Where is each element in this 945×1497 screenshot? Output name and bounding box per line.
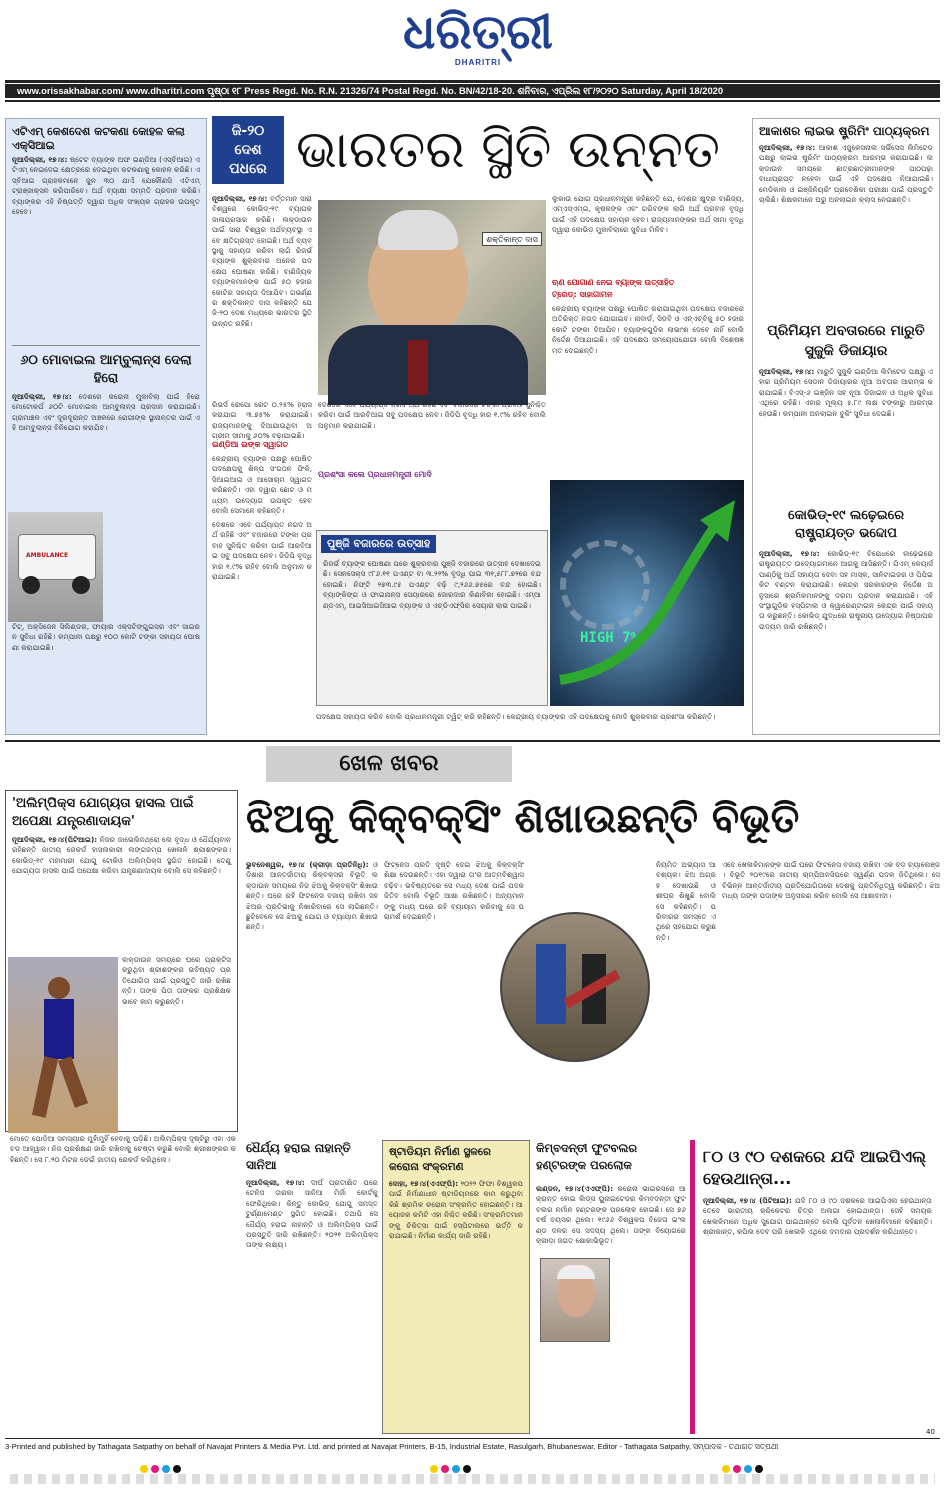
stock-market-box — [316, 530, 548, 706]
right-story1-body: ନୂଆଦିଲ୍ଲୀ, ୧୭।୪: ଆକାଶ ଏଜୁକେସନାଲ ସର୍ଭିସେସ ଲିମିଟେଡ ପକ୍ଷରୁ ଲାଇଭ ଷ୍ଟ୍ରିମିଂ ପାଠ୍ୟକ୍ରମ ଆରମ୍ଭ କରାଯାଇଛି। ଲକ୍‌ଡାଉନ ସମୟରେ ଛାତ୍ରଛାତ୍ରୀମାନଙ୍କ ପାଠପଢ଼ା ବାଧାପ୍ରାପ୍ତ ନହେବା ପାଇଁ ଏହି ପଦକ୍ଷେପ ନିଆଯାଇଛି। ମେଡିକାଲ ଓ ଇଞ୍ଜିନିୟରିଂ ପ୍ରବେଶିକା ପରୀକ୍ଷା ପାଇଁ ପ୍ରସ୍ତୁତି ଚାଲିଛି। ଶିକ୍ଷକମାନେ ଘରୁ ଅନଲାଇନ କ୍ଲାସ ନେଉଛନ୍ତି। — [759, 143, 933, 205]
lead-body-col1: ନୂଆଦିଲ୍ଲୀ, ୧୭।୪: ବର୍ତ୍ତମାନ ସାରା ବିଶ୍ୱରେ କୋଭିଡ୍-୧୯ ବ୍ୟାପକ ଜାଳାପ୍ରସାର କରିଛି। ଲକ୍‌ଡାଉନ ପାଇଁ ସାରା ବିଶ୍ୱର ଅର୍ଥବ୍ୟବସ୍ଥା ଏବେ କ୍ଷତିଗ୍ରସ୍ତ ହୋଇଛି। ଅର୍ଥ ବ୍ୟବସ୍ଥାକୁ ସହାୟତା କରିବା ଲାଗି ରିଜର୍ଭ ବ୍ୟାଙ୍କ ଶୁକ୍ରବାର ଅନେକ ପଦକ୍ଷେପ ଘୋଷଣା କରିଛି। ବାଣିଜ୍ୟିକ ବ୍ୟାଙ୍କମାନଙ୍କ ପାଇଁ ୫୦ ହଜାର କୋଟିର ସହାୟତା ଦିଆଯିବ। ଗଭର୍ଣ୍ଣର ଶକ୍ତିକାନ୍ତ ଦାସ କହିଛନ୍ତି ଯେ ଜି-୨୦ ଦେଶ ମଧ୍ୟରେ ଭାରତର ସ୍ଥିତି ଉନ୍ନତ ରହିଛି। — [212, 194, 312, 328]
stock-chart-photo: HIGH 7% — [550, 480, 744, 706]
page-number: 40 — [926, 1428, 935, 1436]
ipl-headline: ୮୦ ଓ ୯୦ ଦଶକରେ ଯଦି ଆଇପିଏଲ୍ ହେଉଥାନ୍ତା... — [703, 1147, 927, 1188]
stadium-story — [382, 1140, 530, 1434]
stock-box-body: ରିଜର୍ଭ ବ୍ୟାଙ୍କ ଘୋଷଣା ପରେ ଶୁକ୍ରବାର ପୁଞ୍ଜି ବଜାରରେ ଉତ୍ସାହ ଦେଖାଦେଇଛି। ସେନସେକ୍ସ ୯୮୬.୧୧ ପଏଣ୍ଟ ବା ୩.୨୨% ବୃଦ୍ଧି ପାଇ ୩୧,୫୮୮.୭୨ରେ ବନ୍ଦ ହୋଇଛି। ନିଫ୍ଟି ୨୭୩.୯୫ ପଏଣ୍ଟ ବଢ଼ି ୯,୨୬୬.୭୫ରେ ବନ୍ଦ ହୋଇଛି। ବ୍ୟାଙ୍କିଙ୍ଗ ଓ ଫାଇନାନ୍ସ ସେୟାରରେ ଜୋରଦାର କିଣାବିକା ହୋଇଛି। ଏମ୍‌ଆଣ୍ଡଏମ୍, ଆଇସିଆଇସିଆଇ ବ୍ୟାଙ୍କ ଓ ଏଚ୍‌ଡିଏଫ୍‌ସିର ସେୟାର ଲାଭ ପାଇଛି। — [323, 559, 541, 610]
logo-odia: ଧରିତ୍ରୀ — [403, 4, 553, 60]
left-story1-body: ନୂଆଦିଲ୍ଲୀ, ୧୭।୪: ଷ୍ଟେଟ ବ୍ୟାଙ୍କ ଅଫ ଇଣ୍ଡିଆ (ଏସ୍‌ବିଆଇ) ଏଟିଏମ୍ ନେଇଦେଇ କ୍ଷେତ୍ରରେ ଦେଇଥିବା କଟକଣାକୁ କୋହଳ କରିଛି। ଏସ୍‌ବିଆଇ ଗ୍ରାହକମାନେ ଜୁନ ୩୦ ଯାଏଁ ଯେକୌଣସି ଏଟିଏମ୍ ଟ୍ରାଞ୍ଜାକ୍ସନ କରିପାରିବେ। ଅର୍ଥ ବ୍ୟାକ୍ଷୀ ସମ୍ମତି ପ୍ରଦାନ କରିଛି। ବ୍ୟାଙ୍କର ଏହି ନିଷ୍ପତ୍ତି ଦ୍ୱାରା ଅଧିକ ସଂଖ୍ୟକ ଗ୍ରାହକ ଉପକୃତ ହେବେ। — [12, 155, 200, 217]
print-registration-marks-center — [430, 1458, 530, 1470]
right-business-panel — [752, 118, 940, 735]
sania-headline: ଧୈର୍ଯ୍ୟ ହରାଇ ନାହାନ୍ତି ସାନିଆ — [246, 1141, 351, 1172]
kickboxing-col4: ଏବେ ଖେଳାଳିମାନଙ୍କ ପାଇଁ ଘରେ ଫିଟନେସ ବଜାୟ ରଖିବା ଏକ ବଡ଼ ଚ୍ୟାଲେଞ୍ଜ। ବିଭୂତି ୨୦୧୯ରେ ଜାତୀୟ ଚାମ୍ପିଅନସିପରେ ସ୍ୱର୍ଣ୍ଣ ପଦକ ଜିତିଥିଲେ। ସେ ବିଭିନ୍ନ ଆନ୍ତର୍ଜାତୀୟ ପ୍ରତିଯୋଗିତାରେ ଦେଶକୁ ପ୍ରତିନିଧିତ୍ୱ କରିଛନ୍ତି। ଝିଅ ମଧ୍ୟ ତାଙ୍କ ପଦାଙ୍କ ଅନୁସରଣ କରିବ ବୋଲି ସେ ଆଶାବାଦୀ। — [722, 860, 940, 901]
olympics-body3: ମୋତେ ପୋଡ଼ିଆ ସମସ୍ୟାର ମୁହାଁମୁହିଁ ହେବାକୁ ପଡ଼ିଛି। ଅଲିମ୍ପିକ୍ସ ଦୃଷ୍ଟିରୁ ଏହା ଏକ ବଡ଼ ଆହ୍ୱାନ। ନିଜ ପ୍ରଶିକ୍ଷଣ ଜାରି ରଖିବାକୁ ଚେଷ୍ଟା କରୁଛି ବୋଲି ଶ୍ରୀଶଙ୍କର କହିଛନ୍ତି। ସେ ୮.୨୦ ମିଟର ଡେଇଁ ଜାତୀୟ ରେକର୍ଡ କରିଥିଲେ। — [10, 1134, 236, 1164]
ipl-body: ନୂଆଦିଲ୍ଲୀ, ୧୭।୪ (ପିଟିଆଇ): ଯଦି ୮୦ ଓ ୯୦ ଦଶକରେ ଆଇପିଏଲ ହେଉଥାନ୍ତା ତେବେ ଭାରତୀୟ କ୍ରିକେଟର ଚିତ୍ର ଅଲଗା ହୋଇଥାନ୍ତା। ସେହି ସମୟର ଖେଳାଳିମାନେ ଅଧିକ ସୁଯୋଗ ପାଇଥାନ୍ତେ ବୋଲି ପୂର୍ବତନ ଖେଳାଳିମାନେ କହିଛନ୍ତି। ଶ୍ରୀକାନ୍ତ, କପିଲ ଦେବ ପରି ଖେଳାଳି ଏଥିରେ ଦମଦାର ପ୍ରଦର୍ଶନ କରିଥାନ୍ତେ। — [703, 1196, 932, 1237]
lead-body-col3: ଲୁକାଉ ଯୋଗ ପ୍ରଧାନମନ୍ତ୍ରୀ କହିଛନ୍ତି ଯେ, ଦେଶର କ୍ଷୁଦ୍ର ବାଣିଜ୍ୟ, ଏମ୍‌ଏସ୍‌ଏମ୍‌ଇ, କୃଷକଙ୍କ ଏବଂ ଗରିବଙ୍କ ଲାଗି ଅର୍ଥ ପ୍ରବାହ ବୃଦ୍ଧି ପାଇଁ ଏହି ପଦକ୍ଷେପ ସହାୟକ ହେବ। ରାଜ୍ୟମାନଙ୍କର ଅର୍ଥ ସୀମା ବୃଦ୍ଧି ଦ୍ୱାରା କୋଭିଡ଼ ମୁକାବିଲାରେ ସୁବିଧା ମିଳିବ। — [552, 194, 744, 235]
jumper-photo — [8, 957, 118, 1133]
stadium-body: ଦୋହା, ୧୭।୪(ଏଏଫ୍‌ପି): ୨୦୨୨ ଫିଫା ବିଶ୍ୱକପ ପାଇଁ ନିର୍ମାଣାଧୀନ ଷ୍ଟାଡିୟମରେ କାମ କରୁଥିବା କିଛି ଶ୍ରମିକ କରୋନା ସଂକ୍ରମିତ ହୋଇଛନ୍ତି। ଆୟୋଜକ କମିଟି ଏହା ନିଶ୍ଚିତ କରିଛି। ସଂକ୍ରମିତମାନଙ୍କୁ ଚିକିତ୍ସା ପାଇଁ ହସ୍ପିଟାଲରେ ଭର୍ତ୍ତି କରାଯାଇଛି। ନିର୍ମାଣ କାର୍ଯ୍ୟ ଜାରି ରହିଛି। — [389, 1179, 523, 1241]
section-divider — [5, 740, 940, 742]
olympics-body2: ଲକ୍‌ଡାଉନ ସମୟରେ ଘରେ ପ୍ରାକ୍ଟିସ କରୁଥିବା ଶ୍ରୀଶଙ୍କର ଭବିଷ୍ୟତ ପ୍ରତିଯୋଗିତା ପାଇଁ ପ୍ରସ୍ତୁତି ଜାରି ରଖିଛନ୍ତି। ତାଙ୍କ ପିତା ତାଙ୍କର ପ୍ରଶିକ୍ଷକ ଭାବେ କାମ କରୁଛନ୍ତି। — [122, 955, 231, 1006]
lead-tag: ଜି-୨୦ ଦେଶ ପଧରେ — [212, 116, 284, 184]
lead-subhead-modi: ପ୍ରଶଂସା କଲେ ପ୍ରଧାନମନ୍ତ୍ରୀ ମୋଦି — [318, 470, 432, 479]
masthead-rule-top — [5, 80, 940, 83]
lead-col1-bottom: ଦେଶରେ ଏବେ ପର୍ଯ୍ୟାପ୍ତ ନଗଦ ଅର୍ଥ ରହିଛି ଏବଂ ବଜାରରେ ଟଙ୍କା ପ୍ରବାହ ସୁନିଶ୍ଚିତ କରିବା ପାଇଁ ଆରବିଆଇ ସବୁ ପଦକ୍ଷେପ ନେବ। ଜିଡିପି ବୃଦ୍ଧି ହାର ୧.୯% ରହିବ ବୋଲି ଅନୁମାନ କରାଯାଇଛି। — [212, 520, 312, 582]
governor-photo — [318, 200, 546, 395]
lead-bottom-line: ପଦକ୍ଷେପ ସହାୟତା କରିବ ବୋଲି ପ୍ରଧାନମନ୍ତ୍ରୀ ଟ୍ୱିଟ୍ କରି କହିଛନ୍ତି। କେନ୍ଦ୍ରୀୟ ବ୍ୟାଙ୍କର ଏହି ପଦକ୍ଷେପକୁ ମୋଦି ଶୁକ୍ରବାର ପ୍ରଶଂସା କରିଛନ୍ତି। — [316, 712, 716, 721]
sania-body: ନୂଆଦିଲ୍ଲୀ, ୧୭।୪: ଦୀର୍ଘ ପ୍ରତୀକ୍ଷିତ ପରେ ଟେନିସ ତାରକା ସାନିଆ ମିର୍ଜା କୋର୍ଟକୁ ଫେରିଥିଲେ। କିନ୍ତୁ କୋଭିଡ୍ ଯୋଗୁ ସମସ୍ତ ଟୁର୍ଣ୍ଣାମେଣ୍ଟ ସ୍ଥଗିତ ହୋଇଛି। ତଥାପି ସେ ଧୈର୍ଯ୍ୟ ହରାଇ ନାହାନ୍ତି ଓ ଅଲିମ୍ପିକ୍ସ ପାଇଁ ପ୍ରସ୍ତୁତି ଜାରି ରଖିଛନ୍ତି। ୨୦୨୧ ଅଲିମ୍ପିକ୍ସ ତାଙ୍କ ଲକ୍ଷ୍ୟ। — [246, 1178, 378, 1250]
stadium-headline: ଷ୍ଟାଡିୟମ ନିର୍ମାଣ ସ୍ଥଳରେ କରୋନା ସଂକ୍ରମଣ — [389, 1146, 491, 1173]
left-story1-headline: ଏଟିଏମ୍ କେଶଦେଶ କଟକଣା କୋହଳ କଲା ଏକ୍ସିଆଇ — [12, 125, 185, 152]
ambulance-photo: AMBULANCE — [8, 512, 103, 622]
photo-caption: ଶକ୍ତିକାନ୍ତ ଦାସ — [482, 232, 542, 246]
divider — [12, 345, 200, 346]
sports-left-panel — [5, 790, 238, 1132]
legend-body: ଲଣ୍ଡନ, ୧୭।୪(ଏଏଫ୍‌ପି): କରୋନା ଭାଇରସରେ ଆକ୍ରାନ୍ତ ହୋଇ ଲିଡ୍ସ ୟୁନାଇଟେଡର କିମ୍ବଦନ୍ତୀ ଫୁଟବଲର ନର୍ମାନ ହଣ୍ଟରଙ୍କ ପରଲୋକ ହୋଇଛି। ସେ ୭୬ ବର୍ଷ ବୟସର ଥିଲେ। ୧୯୬୬ ବିଶ୍ୱକପ ବିଜେତା ଇଂଲଣ୍ଡ ଦଳର ସେ ସଦସ୍ୟ ଥିଲେ। ତାଙ୍କ ବିୟୋଗରେ କ୍ରୀଡ଼ା ଜଗତ ଶୋକାଭିଭୂତ। — [536, 1184, 686, 1246]
lead-headline: ଭାରତର ସ୍ଥିତି ଉନ୍ନତ — [296, 120, 720, 180]
left-business-panel — [5, 118, 207, 735]
lead-body-col2: ଦେଶରେ ଏବେ ପର୍ଯ୍ୟାପ୍ତ ନଗଦ ଅର୍ଥ ରହିଛି ଏବଂ ବଜାରରେ ଟଙ୍କା ପ୍ରବାହ ସୁନିଶ୍ଚିତ କରିବା ପାଇଁ ଆରବିଆଇ ସବୁ ପଦକ୍ଷେପ ନେବ। ଜିଡିପି ବୃଦ୍ଧି ହାର ୧.୯% ରହିବ ବୋଲି ଅନୁମାନ କରାଯାଇଛି। — [318, 400, 546, 430]
kickboxing-headline: ଝିଅକୁ କିକ୍‌ବକ୍ସିଂ ଶିଖାଉଛନ୍ତି ବିଭୂତି — [246, 796, 800, 842]
left-story1-dateline: ନୂଆଦିଲ୍ଲୀ, ୧୭।୪: — [12, 155, 68, 164]
sports-banner: ଖେଳ ଖବର — [266, 746, 512, 782]
stock-box-headline: ପୁଞ୍ଜି ବଜାରରେ ଉତ୍ସାହ — [321, 535, 436, 553]
olympics-headline: 'ଅଲିମ୍ପିକ୍ସ ଯୋଗ୍ୟତା ହାସଲ ପାଇଁ ଅପେକ୍ଷା ଯନ୍ତ୍ରଣାଦାୟକ' — [12, 796, 194, 829]
footer-imprint: 3-Printed and published by Tathagata Satpathy on behalf of Navajat Printers & Media Pvt. Ltd. and printed at Navajat Printers, B-15, Industrial Estate, Rasulgarh, Bhubaneswar, Editor - Tathagata Satpathy, ସମ୍ପାଦକ - ତଥାଗତ ସତ୍ପଥୀ — [5, 1442, 779, 1451]
dateline-bar — [5, 84, 940, 98]
kickboxing-col2: ଫିଟ୍‌ନେସ ପ୍ରତି ଦୃଷ୍ଟି ଦେଇ ଝିଅକୁ କିକ୍‌ବକ୍ସିଂ ଶିକ୍ଷା ଦେଉଛନ୍ତି। ଏହା ଦ୍ୱାରା ତା'ର ଆତ୍ମବିଶ୍ୱାସ ବଢ଼ିବ। ଭବିଷ୍ୟତରେ ସେ ମଧ୍ୟ ଦେଶ ପାଇଁ ପଦକ ଜିତିବ ବୋଲି ବିଭୂତି ଆଶା ରଖିଛନ୍ତି। ଅନ୍ୟମାନଙ୍କୁ ମଧ୍ୟ ଘରେ ରହି ବ୍ୟାୟାମ କରିବାକୁ ସେ ପରାମର୍ଶ ଦେଇଛନ୍ତି। — [384, 860, 524, 922]
olympics-body: ନୂଆଦିଲ୍ଲୀ, ୧୭।୪(ପିଟିଆଇ): ନିଜର ଜାଭେଲିନଥ୍ରୋ ଲେ ବୃଦ୍ଧ ଓ ଧୈର୍ଯ୍ୟବାନ ରହିଛନ୍ତି ଜାତୀୟ ରେକର୍ଡ ହାସଲକାରୀ ଲଙ୍ଗଜମ୍ପ ଖେଳାଳି ଶ୍ରୀଶଙ୍କର। କୋଭିଡ୍-୧୯ ମହାମାରୀ ଯୋଗୁ ଟୋକିଓ ଅଲିମ୍ପିକ୍ସ ସ୍ଥଗିତ ହୋଇଛି। ତେଣୁ ଯୋଗ୍ୟତା ହାସଲ ପାଇଁ ଅପେକ୍ଷା କରିବା ଯନ୍ତ୍ରଣାଦାୟକ ବୋଲି ସେ କହିଛନ୍ତି। — [12, 835, 231, 876]
kickboxing-col3: ନିୟମିତ ଅଭ୍ୟାସ ଆବଶ୍ୟକ। ଝିଅ ଅଗ୍ରହ ଦେଖାଉଛି ଓ ଶୀଘ୍ର ଶିଖୁଛି ବୋଲି ସେ କହିଛନ୍ତି। ପରିବାରର ସମସ୍ତେ ଏଥିରେ ସହଯୋଗ କରୁଛନ୍ତି। — [656, 860, 716, 942]
lead-body-col3b: କେନ୍ଦ୍ରୀୟ ବ୍ୟାଙ୍କ ପକ୍ଷରୁ ଘୋଷିତ କରାଯାଇଥିବା ପଦକ୍ଷେପ ବଜାରରେ ଅତିରିକ୍ତ ନଗଦ ଯୋଗାଇବ। ନାବାର୍ଡ, ସିଡବି ଓ ଏନ୍‌ଏଚ୍‌ବିକୁ ୫୦ ହଜାର କୋଟି ଟଙ୍କା ଦିଆଯିବ। ବ୍ୟାଙ୍କଗୁଡ଼ିକ ଲାଭାଂଶ ଦେବେ ନାହିଁ ବୋଲି ନିର୍ଦ୍ଦେଶ ଦିଆଯାଇଛି। ଏହି ପଦକ୍ଷେପ ସମୟୋପଯୋଗୀ ବୋଲି ବିଶେଷଜ୍ଞ ମତ ଦେଇଛନ୍ତି। — [552, 304, 744, 355]
right-story3-headline: କୋଭିଡ୍-୧୯ ଲଢ଼େଇରେ ରାଷ୍ଟ୍ରାୟତ୍ତ ଭଦ୍ଦୋପ — [787, 508, 905, 541]
lead-subhead-india-inc: ଇଣ୍ଡିଆ ଇଙ୍କ ସ୍ୱାଗତ — [212, 440, 289, 449]
print-gray-scale-strip — [10, 1474, 935, 1484]
lead-subhead-loan: ଋଣ ଯୋଗାଣ ନେଇ ବ୍ୟାଙ୍କ ଉତ୍ସାହିତ — [552, 278, 675, 287]
footer-rule — [5, 1438, 940, 1439]
right-story2-headline: ପ୍ରିମିୟମ ଅବତାରରେ ମାରୁତି ସୁଜୁକି ଡିଜାୟାର — [767, 323, 925, 359]
logo-latin: DHARITRI — [454, 58, 502, 67]
right-story3-body: ନୂଆଦିଲ୍ଲୀ, ୧୭।୪: କୋଭିଡ୍-୧୯ ବିରୋଧରେ ଲଢ଼େଇରେ ରାଷ୍ଟ୍ରାୟତ୍ତ ଉଦ୍ୟୋଗମାନେ ଆଗକୁ ଆସିଛନ୍ତି। ପିଏମ୍ କେୟାର୍ସ ପାଣ୍ଠିକୁ ଅର୍ଥ ସହାୟତା ଦେବା ସହ ମାସ୍କ, ସାନିଟାଇଜର ଓ ପିପିଇ କିଟ ବଣ୍ଟନ କରାଯାଉଛି। କେନ୍ଦ୍ର ସରକାରଙ୍କ ନିର୍ଦ୍ଦେଶ ଅନୁସାରେ ଶ୍ରମିକମାନଙ୍କୁ ଦରମା ପ୍ରଦାନ କରାଯାଉଛି। ଏହି ସଂସ୍ଥାଗୁଡ଼ିକ ହସ୍ପିଟାଲ ଓ କ୍ୱାରେଣ୍ଟାଇନ କେନ୍ଦ୍ର ପାଇଁ ସହାୟତା କରୁଛନ୍ତି। କୋଭିଡ୍ ଯୁଦ୍ଧରେ ରାଷ୍ଟ୍ରୀୟ ଉଦ୍ୟୋଗ ନିଷ୍ଠାପର ଉଦ୍ୟମ ଜାରି ରଖିଛନ୍ତି। — [759, 549, 933, 631]
right-story2-body: ନୂଆଦିଲ୍ଲୀ, ୧୭।୪: ମାରୁତି ସୁଜୁକି ଇଣ୍ଡିଆ ଲିମିଟେଡ ପକ୍ଷରୁ ଏହାର ପ୍ରିମିୟମ ସେଡାନ ଡିଜାୟାରର ନୂଆ ଅବତାର ଆରମ୍ଭ କରାଯାଇଛି। ବିଏସ୍-୬ ଇଞ୍ଜିନ ସହ ନୂଆ ଡିଜାଇନ ଓ ଅଧିକ ସୁବିଧା ଏଥିରେ ରହିଛି। ଏହାର ମୂଲ୍ୟ ୫.୮୯ ଲକ୍ଷ ଟଙ୍କାରୁ ଆରମ୍ଭ ହେଉଛି। କମ୍ପାନୀ ଅନଲାଇନ ବୁକିଂ ସୁବିଧା ଦେଇଛି। — [759, 367, 933, 418]
print-registration-marks-right — [722, 1458, 822, 1470]
kickboxing-photo — [500, 912, 650, 1062]
legend-headline: କିମ୍ବଦନ୍ତୀ ଫୁଟବଲର ହଣ୍ଟରଙ୍କ ପରଲୋକ — [536, 1141, 638, 1172]
masthead-rule-bottom — [5, 100, 940, 102]
left-story2-headline: ୬୦ ମୋବାଇଲ ଆମ୍ବୁଲାନ୍ସ ଦେଲା ହିରୋ — [20, 353, 192, 386]
right-story1-headline: ଆକାଶର ଲାଇଭ ଷ୍ଟ୍ରିମିଂ ପାଠ୍ୟକ୍ରମ — [759, 124, 930, 138]
legend-photo — [540, 1258, 610, 1342]
lead-body-col1-part3: କେନ୍ଦ୍ରୀୟ ବ୍ୟାଙ୍କ ପକ୍ଷରୁ ଘୋଷିତ ପଦକ୍ଷେପକୁ ଶିଳ୍ପ ସଂଗଠନ ଫିକି, ସିଆଇଆଇ ଓ ଆସୋଚାମ ସ୍ୱାଗତ କରିଛନ୍ତି। ଏହା ଦ୍ୱାରା ଛୋଟ ଓ ମଧ୍ୟମ ଉଦ୍ୟୋଗ ଉପକୃତ ହେବ ବୋଲି ସେମାନେ କହିଛନ୍ତି। — [212, 454, 312, 516]
left-story2-body: ନୂଆଦିଲ୍ଲୀ, ୧୭।୪: ଦେଶରେ କରୋନା ମୁକାବିଲା ପାଇଁ ହିରୋ ମୋଟୋକର୍ପ ୬୦ଟି ମୋବାଇଲ ଆମ୍ବୁଲାନ୍ସ ପ୍ରଦାନ କରାଯାଇଛି। ଗ୍ରାମାଞ୍ଚଳ ଏବଂ ଦୂରଦୂରାନ୍ତ ଅଞ୍ଚଳରେ ରୋଗୀଙ୍କ ସ୍ଥାନାନ୍ତର ପାଇଁ ଏହି ଆମ୍ବୁଲାନ୍ସ ବିନିଯୋଗ କରାଯିବ। — [12, 392, 200, 433]
masthead-logo — [378, 2, 578, 74]
lead-body-col1-part2: ରିଭର୍ସ ରେପୋ ରେଟ ୦.୨୫% ହ୍ରାସ କରାଯାଇ ୩.୭୫% କରାଯାଇଛି। ରାଜ୍ୟମାନଙ୍କୁ ଦିଆଯାଉଥିବା ଅଗ୍ରୀମ ସୀମାକୁ ୬୦% ବଢ଼ାଯାଇଛି। — [212, 400, 312, 441]
kickboxing-col1: ଭୁବନେଶ୍ୱର, ୧୭।୪ (କ୍ରୀଡ଼ା ପ୍ରତିନିଧି): ଓଡ଼ିଶାର ଆନ୍ତର୍ଜାତୀୟ କିକ୍‌ବକ୍ସର ବିଭୂତି ଲକ୍‌ଡାଉନ ସମୟରେ ନିଜ ଝିଅକୁ କିକ୍‌ବକ୍ସିଂ ଶିଖାଉଛନ୍ତି। ଘରେ ରହି ଫିଟନେସ ବଜାୟ ରଖିବା ସହ ଝିଅର ପ୍ରତିଭାକୁ ନିଖାରିବାରେ ସେ ଲାଗିଛନ୍ତି। ଛୁଟିବେଳେ ସେ ଝିଅକୁ ଯୋଗ ଓ ବ୍ୟାୟାମ ଶିଖାଉଛନ୍ତି। — [246, 860, 378, 932]
left-story2-body-cont: ଟିଟ୍, ଅକ୍ସିଜେନ ସିଲିଣ୍ଡର, ଫାୟାର ଏକ୍ସଟିଙ୍ଗୁଇସର ଏବଂ ସାଇରନ ସୁବିଧା ରହିଛି। କମ୍ପାନୀ ପକ୍ଷରୁ ୧୦୦ କୋଟି ଟଙ୍କା ସହାୟତା ଘୋଷଣା କରାଯାଇଛି। — [12, 622, 200, 652]
ipl-story — [690, 1140, 940, 1434]
lead-subhead-trade: ଟ୍ରେଡ୍: ସାହାଗାମନ — [552, 290, 613, 299]
dateline-text: www.orissakhabar.com/ www.dharitri.com ପୃଷ୍ଠା ୧୮ Press Regd. No. R.N. 21326/74 Postal Regd. No. BN/42/18-20. ଶନିବାର, ଏପ୍ରିଲ ୧୮/୨୦୨୦ Saturday, April 18/2020 — [17, 85, 724, 96]
print-registration-marks-left — [140, 1458, 240, 1470]
growth-arrow-icon — [550, 480, 744, 706]
